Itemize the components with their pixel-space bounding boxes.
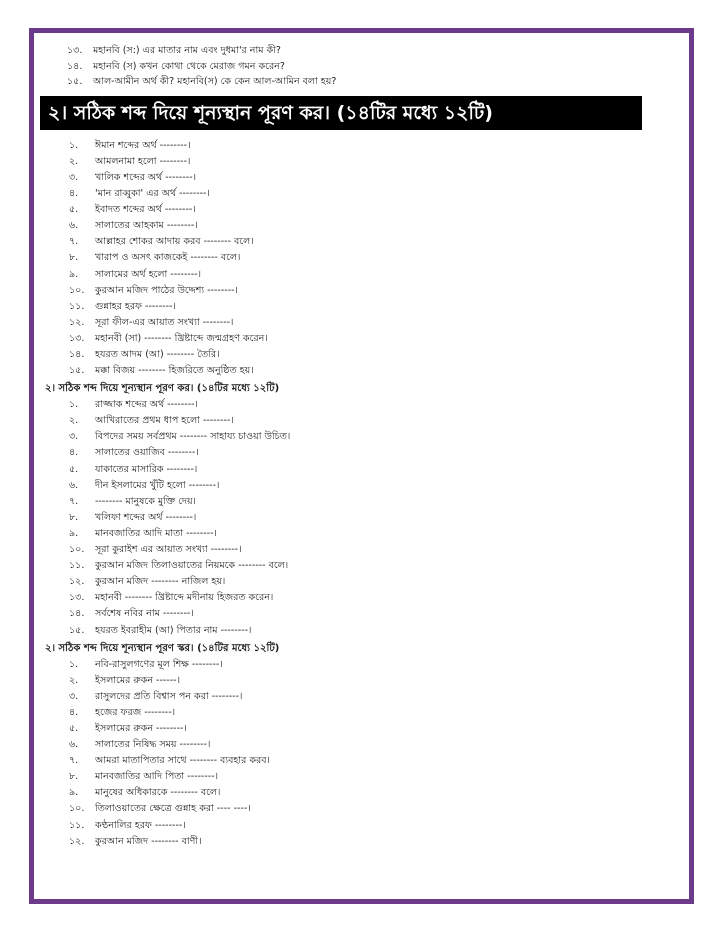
item-number: ৮. (69, 511, 79, 523)
list-item (40, 363, 683, 379)
list-item (40, 801, 683, 817)
list-item (40, 542, 683, 558)
item-number: ৩. (69, 171, 79, 183)
list-item (40, 510, 683, 526)
item-number: ১০. (69, 803, 85, 815)
item-text: -------- মানুষকে মুক্তি দেয়। (95, 495, 196, 507)
item-text: ইবাদত শব্দের অর্থ --------। (95, 204, 196, 216)
section3-list (40, 657, 683, 850)
item-text: কুরআন মজিদ তিলাওয়াতের নিয়মকে -------- বলে। (95, 560, 289, 572)
item-text: সালাতের আহকাম --------। (95, 220, 198, 232)
item-number: ২. (69, 674, 79, 686)
item-text: মানবজাতির আদি মাতা --------। (95, 527, 217, 539)
item-number: ৭. (69, 236, 79, 248)
item-number: ৪. (69, 706, 79, 718)
list-item (40, 154, 683, 170)
list-item (40, 657, 683, 673)
page-frame (29, 28, 694, 904)
list-item (40, 218, 683, 234)
list-item (40, 673, 683, 689)
list-item (40, 606, 683, 622)
item-text: খালিক শব্দের অর্থ --------। (95, 171, 197, 183)
item-number: ১৫. (67, 76, 83, 88)
item-number: ৯. (69, 527, 79, 539)
section3-title: ২। সঠিক শব্দ দিয়ে শূন্যস্থান পূরণ স্কর। (১৪টির মধ্যে ১২টি) (45, 642, 280, 654)
item-text: সূরা ফীল-এর আয়াত সংখ্যা --------। (95, 316, 234, 328)
item-number: ৬. (69, 479, 79, 491)
list-item (40, 689, 683, 705)
item-number: ১৩. (67, 45, 83, 56)
item-text: আল্লাহর শোকর আদায় করব -------- বলে। (95, 236, 254, 248)
list-item (40, 267, 683, 283)
list-item (40, 234, 683, 250)
worksheet-content (40, 43, 683, 850)
item-number: ৬. (69, 739, 79, 751)
item-text: মহানবী (সা) -------- খ্রিষ্টাব্দে জন্মগ্রহণ করেন। (95, 332, 268, 344)
item-text: সালাতের ওয়াজিব --------। (95, 447, 199, 459)
list-item (40, 74, 683, 90)
item-text: কুরআন মজিদ পাঠের উদ্দেশ্য --------। (95, 284, 238, 296)
list-item (40, 834, 683, 850)
item-number: ১০. (69, 284, 85, 296)
item-number: ৭. (69, 495, 79, 507)
item-number: ৬. (69, 220, 79, 232)
item-number: ১৫. (69, 624, 85, 636)
list-item (40, 59, 683, 75)
list-item (40, 283, 683, 299)
item-text: আমলনামা হলো --------। (95, 155, 191, 167)
item-number: ১১. (69, 560, 85, 572)
item-number: ১৪. (69, 608, 85, 620)
section2-list (40, 397, 683, 638)
item-text: সালাতের নিষিদ্ধ সময় --------। (95, 739, 211, 751)
item-number: ৫. (69, 722, 79, 734)
section2-title: ২। সঠিক শব্দ দিয়ে শূন্যস্থান পূরণ কর। (১৪টির মধ্যে ১২টি) (45, 383, 280, 395)
item-number: ১৫. (69, 365, 85, 377)
intro-questions (40, 43, 683, 90)
list-item (40, 347, 683, 363)
item-text: 'মান রাব্বুকা' এর অর্থ --------। (95, 188, 210, 200)
item-number: ৯. (69, 787, 79, 799)
list-item (40, 526, 683, 542)
item-number: ১২. (69, 576, 85, 588)
item-text: আল-আমীন অর্থ কী? মহানবি(স) কে কেন আল-আমিন বলা হয়? (93, 76, 337, 88)
item-text: আখিরাতের প্রথম ধাপ হলো --------। (95, 415, 234, 427)
item-text: খলিফা শব্দের অর্থ --------। (95, 511, 197, 523)
item-number: ৭. (69, 755, 79, 767)
item-text: মহানবি (স) কখন কোথা থেকে মেরাজ গমন করেন? (93, 60, 285, 72)
list-item (40, 299, 683, 315)
list-item (40, 170, 683, 186)
list-item (40, 574, 683, 590)
item-text: মানবজাতির আদি পিতা --------। (95, 771, 219, 783)
list-item (40, 445, 683, 461)
list-item (40, 250, 683, 266)
item-number: ৫. (69, 463, 79, 475)
item-text: গুন্নাহর হরফ --------। (95, 300, 176, 312)
list-item (40, 462, 683, 478)
item-text: রাসুলদের প্রতি বিশ্বাস পন করা --------। (95, 690, 243, 702)
item-number: ১১. (69, 819, 85, 831)
item-text: দীন ইসলামের খুঁটি হলো --------। (95, 479, 220, 491)
item-number: ১২. (69, 316, 85, 328)
item-text: তিলাওয়াতের ক্ষেত্রে গুন্নাহ করা ---- ----। (95, 803, 251, 815)
item-text: খারাপ ও অসৎ কাজকেই -------- বলে। (95, 252, 241, 264)
item-number: ১১. (69, 300, 85, 312)
item-number: ১. (69, 399, 79, 411)
list-item (40, 590, 683, 606)
item-text: আমরা মাতাপিতার সাথে -------- ব্যবহার করব। (95, 755, 270, 767)
item-text: কুরআন মজিদ -------- নাজিল হয়। (95, 576, 226, 588)
item-number: ১৩. (69, 592, 85, 604)
list-item (40, 705, 683, 721)
list-item (40, 785, 683, 801)
item-text: সূরা কুরাইশ এর আয়াত সংখ্যা --------। (95, 544, 242, 556)
item-text: হজের ফরজ --------। (95, 706, 176, 718)
item-number: ৩. (69, 431, 79, 443)
item-text: মক্কা বিজয় -------- হিজরিতে অনুষ্ঠিত হয়। (95, 365, 254, 377)
item-number: ২. (69, 155, 79, 167)
item-number: ৩. (69, 690, 79, 702)
section-banner: ২। সঠিক শব্দ দিয়ে শূন্যস্থান পূরণ কর। (১৪টির মধ্যে ১২টি) (40, 96, 642, 130)
list-item (40, 202, 683, 218)
list-item (40, 331, 683, 347)
item-text: সর্বশেষ নবির নাম --------। (95, 608, 194, 620)
list-item (40, 397, 683, 413)
item-text: ঈমান শব্দের অর্থ --------। (95, 139, 191, 151)
item-number: ১. (69, 139, 79, 151)
list-item (40, 623, 683, 639)
list-item (40, 721, 683, 737)
item-text: মহানবী -------- খ্রিষ্টাব্দে মদীনায় হিজরত করেন। (95, 592, 274, 604)
item-text: হযরত ইবরাহীম (আ) পিতার নাম --------। (95, 624, 252, 636)
item-number: ৮. (69, 252, 79, 264)
list-item (40, 753, 683, 769)
item-number: ৯. (69, 268, 79, 280)
list-item (40, 494, 683, 510)
section1-list (40, 138, 683, 379)
item-text: রাজ্জাক শব্দের অর্থ --------। (95, 399, 198, 411)
item-number: ৫. (69, 204, 79, 216)
list-item (40, 186, 683, 202)
item-number: ১২. (69, 835, 85, 847)
item-text: কণ্ঠনালির হরফ --------। (95, 819, 186, 831)
item-text: মানুষের অধিকারকে -------- বলে। (95, 787, 221, 799)
list-item (40, 43, 683, 59)
list-item (40, 478, 683, 494)
item-text: ইসলামের রুকন --------। (95, 722, 187, 734)
item-text: নবি-রাসুলগণের মূল শিক্ষ --------। (95, 658, 223, 670)
item-number: ৪. (69, 188, 79, 200)
item-text: ইসলামের রুকন ------। (95, 674, 180, 686)
item-text: মহানবি (স:) এর মাতার নাম এবং দুধমা'র নাম কী? (93, 45, 281, 56)
list-item (40, 769, 683, 785)
list-item (40, 138, 683, 154)
list-item (40, 315, 683, 331)
list-item (40, 413, 683, 429)
item-number: ১৪. (69, 349, 85, 360)
list-item (40, 737, 683, 753)
item-number: ১৪. (67, 60, 83, 72)
item-text: সালামের অর্থ হলো --------। (95, 268, 202, 280)
item-text: হযরত আদম (আ) -------- তৈরি। (95, 349, 220, 360)
item-text: বিপদের সময় সর্বপ্রথম -------- সাহায্য চাওয়া উচিত। (95, 431, 291, 443)
list-item (40, 429, 683, 445)
item-text: কুরআন মজিদ -------- বাণী। (95, 835, 202, 847)
item-number: ৪. (69, 447, 79, 459)
item-number: ২. (69, 415, 79, 427)
list-item (40, 558, 683, 574)
item-number: ১. (69, 658, 79, 670)
item-text: যাকাতের মাসারিক --------। (95, 463, 198, 475)
item-number: ১৩. (69, 332, 85, 344)
list-item (40, 818, 683, 834)
item-number: ৮. (69, 771, 79, 783)
item-number: ১০. (69, 544, 85, 556)
